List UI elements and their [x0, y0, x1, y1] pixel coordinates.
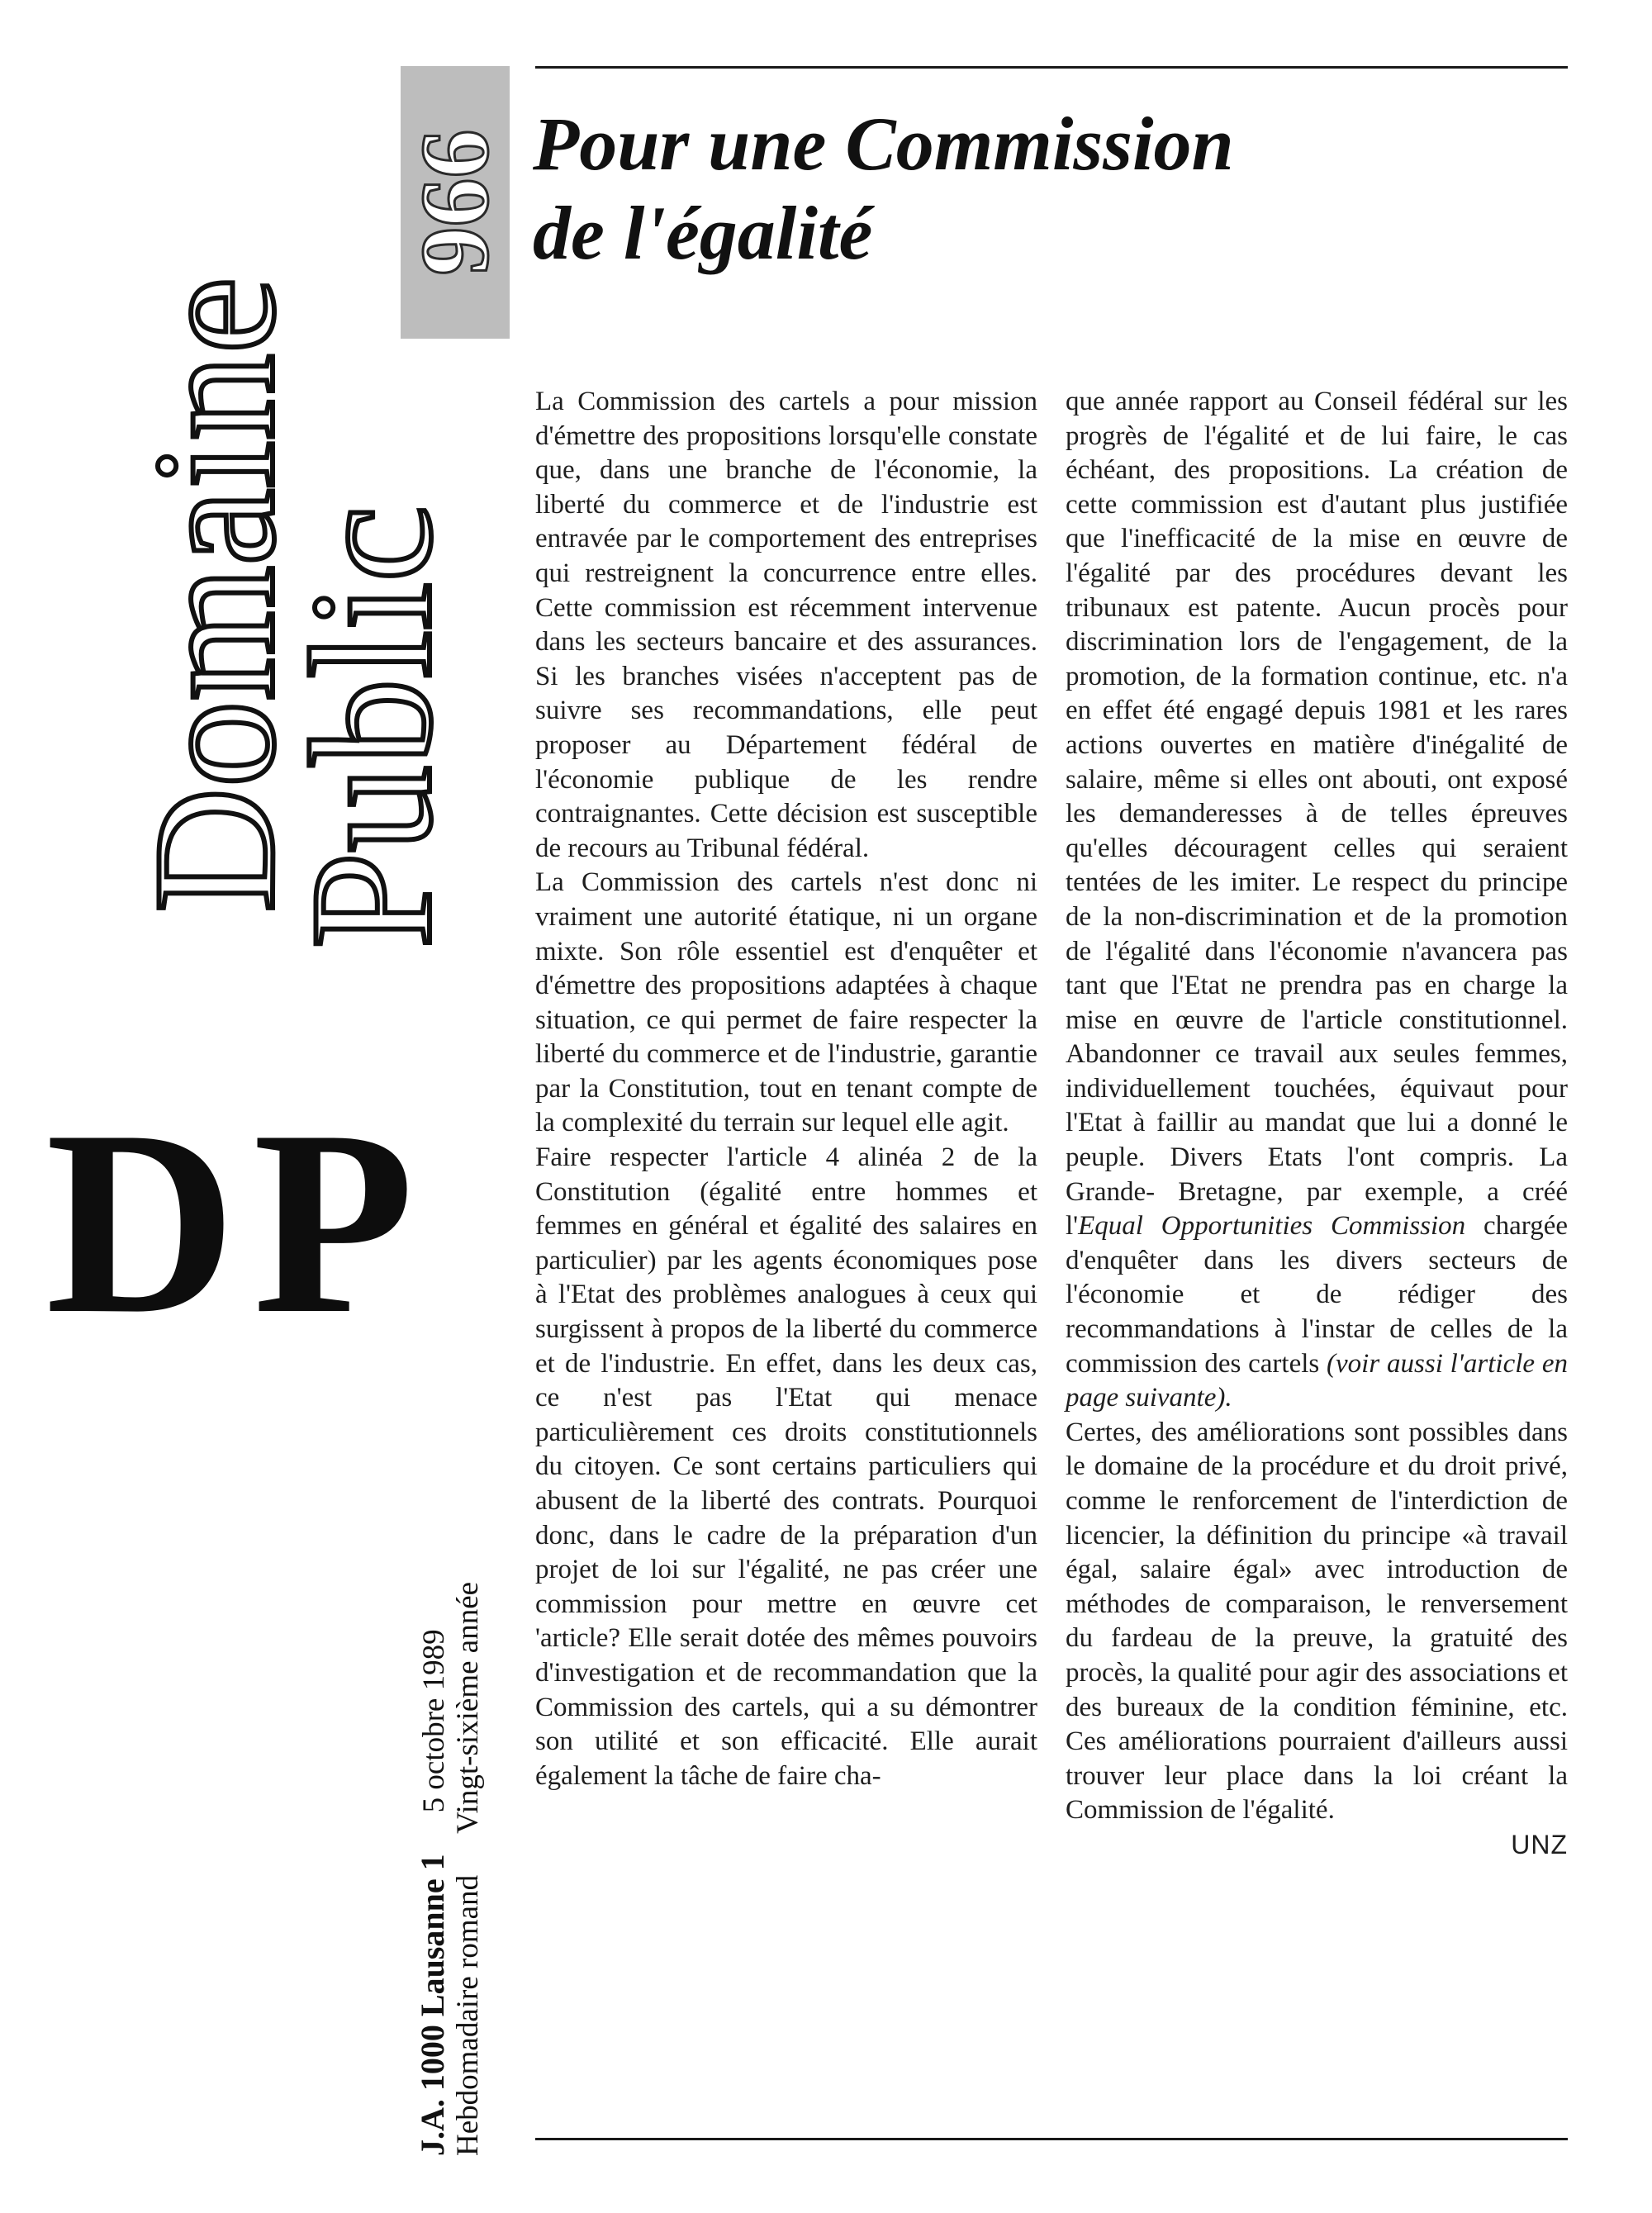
article-paragraph: [1066, 385, 1568, 1416]
article-paragraph: La Commission des cartels n'est donc ni vraiment une autorité étatique, ni un organe mixte. Son rôle essentiel est d'enquêter et d'émettre des propositions adaptées à chaque situation, ce qui permet de faire respecter la liberté du commerce et de l'industrie, garantie par la Constitution, tout en tenant compte de la complexité du terrain sur lequel elle agit.: [535, 867, 1037, 1138]
author-signature: UNZ: [1511, 1829, 1568, 1859]
imprint-volume-year: Vingt-sixième année: [451, 1581, 485, 1834]
article-column-right: [1066, 385, 1568, 2111]
imprint-publication-type: Hebdomadaire romand: [451, 1874, 485, 2156]
masthead-word-public: Public: [276, 505, 468, 949]
dp-logo: DP: [45, 1076, 431, 1369]
bottom-rule: [535, 2138, 1568, 2140]
issue-number-box: [401, 66, 510, 339]
masthead-word-domaine: Domaine: [119, 277, 311, 913]
article-column-left: [535, 385, 1037, 2111]
headline-line-1: Pour une Commission: [533, 102, 1234, 186]
imprint: [413, 1581, 486, 2156]
paragraph-text: que année rapport au Conseil fédéral sur les progrès de l'égalité et de lui faire, le cas échéant, des propositions. La création de cette commission est d'autant plus justifiée que l'inefficacité de la mise en œuvre de l'égalité par des procédures devant les tribunaux est patente. Aucun procès pour discrimination lors de l'engagement, de la promotion, de la formation continue, etc. n'a en effet été engagé depuis 1981 et les rares actions ouvertes en matière d'inégalité de salaire, même si elles ont abouti, ont exposé les demanderesses à de telles épreuves qu'elles découragent celles qui seraient tentées de les imiter. Le respect du principe de la non-discrimination et de la promotion de l'égalité dans l'économie n'avancera pas tant que l'Etat ne prendra pas en charge la mise en œuvre de l'article constitutionnel. Abandonner ce travail aux seules femmes, individuellement touchées, équivaut pour l'Etat à faillir au mandat que lui a donné le peuple. Divers Etats l'ont compris. La Grande- Bretagne, par exemple, a créé l': [1066, 387, 1568, 1242]
commission-name: Equal Opportunities Commission: [1078, 1211, 1466, 1242]
article-paragraph: Certes, des améliorations sont possibles dans le domaine de la procédure et du droit privé, comme le renforcement de l'interdiction de licencier, la définition du principe «à travail égal, salaire égal» avec introduction de méthodes de comparaison, le renversement du fardeau de la preuve, la gratuité des procès, la qualité pour agir des associations et des bureaux de la condition féminine, etc. Ces améliorations pourraient d'ailleurs aussi trouver leur place dans la loi créant la Commission de l'égalité.: [1066, 1417, 1568, 1826]
headline-line-2: de l'égalité: [533, 191, 873, 275]
paragraph-text: chargée d'enquêter dans les divers secteurs de l'économie et de rédiger des recommandations à l'instar de celles de la commission des cartels: [1066, 1211, 1568, 1379]
imprint-postal-line: J.A. 1000 Lausanne 1: [414, 1854, 451, 2156]
article-headline: [533, 99, 1565, 278]
top-rule: [535, 66, 1568, 69]
issue-number: 966: [401, 129, 509, 276]
article-paragraph: Faire respecter l'article 4 alinéa 2 de la Constitution (égalité entre hommes et femmes en général et égalité des salaires en particulier) par les agents économiques pose à l'Etat des problèmes analogues à ceux qui surgissent à propos de la liberté du commerce et de l'industrie. En effet, dans les deux cas, ce n'est pas l'Etat qui menace particulièrement ces droits constitutionnels du citoyen. Ce sont certains particuliers qui abusent de la liberté des contrats. Pourquoi donc, dans le cadre de la préparation d'un projet de loi sur l'égalité, ne pas créer une commission pour mettre en œuvre cet 'article? Elle serait dotée des mêmes pouvoirs d'investigation et de recommandation que la Commission des cartels, qui a su démontrer son utilité et son efficacité. Elle aurait également la tâche de faire cha-: [535, 1142, 1037, 1791]
article-paragraph: La Commission des cartels a pour mission d'émettre des propositions lorsqu'elle constate que, dans une branche de l'économie, la liberté du commerce et de l'industrie est entravée par le comportement des entreprises qui restreignent la concurrence entre elles. Cette commission est récemment intervenue dans les secteurs bancaire et des assurances. Si les branches visées n'acceptent pas de suivre ses recommandations, elle peut proposer au Département fédéral de l'économie publique de les rendre contraignantes. Cette décision est susceptible de recours au Tribunal fédéral.: [535, 387, 1037, 863]
imprint-row-bottom: [450, 1581, 486, 2156]
cross-reference-note: (voir aussi l'article en page suivante).: [1066, 1348, 1568, 1413]
imprint-date: 5 octobre 1989: [417, 1629, 451, 1813]
masthead: [45, 50, 509, 1024]
article-body: [535, 385, 1568, 2111]
imprint-row-top: [413, 1598, 452, 2156]
